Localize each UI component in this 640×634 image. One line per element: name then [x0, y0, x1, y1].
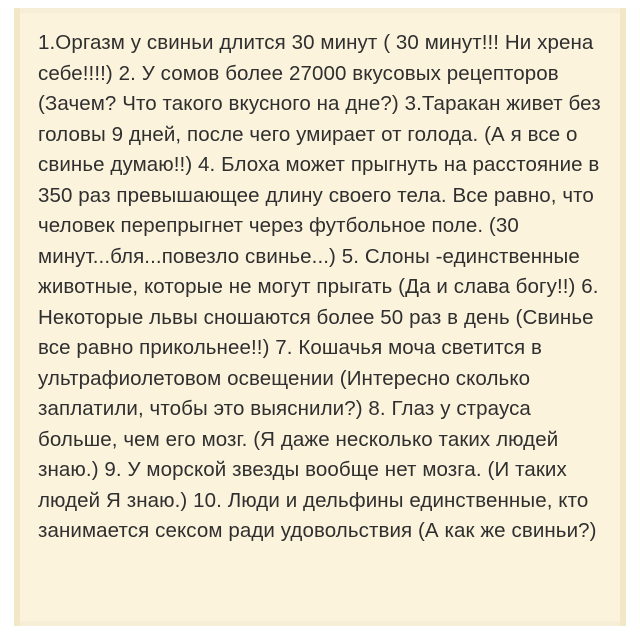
- note-text: 1.Оргазм у свиньи длится 30 минут ( 30 минут!!! Ни хрена себе!!!!) 2. У сомов более 27000 вкусовых рецепторов (Зачем? Что такого вкусного на дне?) 3.Таракан живет без головы 9 дней, после чего умирает от голода. (А я все о свинье думаю!!) 4. Блоха может прыгнуть на расстояние в 350 раз превышающее длину своего тела. Все равно, что человек перепрыгнет через футбольное поле. (30 минут...бля...повезло свинье...) 5. Слоны -единственные животные, которые не могут прыгать (Да и слава богу!!) 6. Некоторые львы сношаются более 50 раз в день (Свинье все равно прикольнее!!) 7. Кошачья моча светится в ультрафиолетовом освещении (Интересно сколько заплатили, чтобы это выяснили?) 8. Глаз у страуса больше, чем его мозг. (Я даже несколько таких людей знаю.) 9. У морской звезды вообще нет мозга. (И таких людей Я знаю.) 10. Люди и дельфины единственные, кто занимается сексом ради удовольствия (А как же свиньи?): [38, 31, 607, 542]
- note-card: [14, 8, 626, 626]
